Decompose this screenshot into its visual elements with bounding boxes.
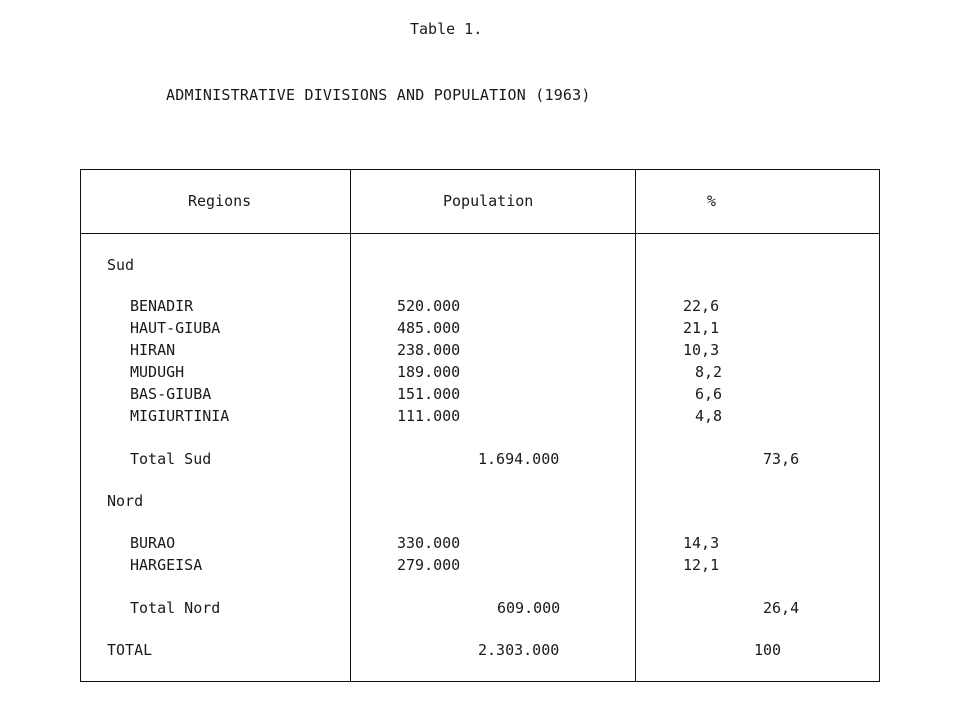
- table-row-population: 330.000: [397, 534, 461, 552]
- table-row-population: 520.000: [397, 297, 461, 315]
- table-row-percent: 4,8: [695, 407, 723, 425]
- table-row-region: HARGEISA: [130, 556, 203, 574]
- table-row-region: MIGIURTINIA: [130, 407, 230, 425]
- table-title: ADMINISTRATIVE DIVISIONS AND POPULATION (1963): [166, 86, 591, 104]
- table-row-region: BENADIR: [130, 297, 194, 315]
- total-nord-label: Total Nord: [130, 599, 221, 617]
- table-row-percent: 10,3: [683, 341, 720, 359]
- table-row-population: 485.000: [397, 319, 461, 337]
- table-row-region: HIRAN: [130, 341, 176, 359]
- grand-total-percent: 100: [754, 641, 782, 659]
- table-row-percent: 22,6: [683, 297, 720, 315]
- table-row-percent: 21,1: [683, 319, 720, 337]
- table-row-percent: 8,2: [695, 363, 723, 381]
- table-row-region: BAS-GIUBA: [130, 385, 212, 403]
- table-row-percent: 6,6: [695, 385, 723, 403]
- header-population: Population: [443, 192, 534, 210]
- column-divider: [635, 169, 636, 682]
- table-row-population: 238.000: [397, 341, 461, 359]
- total-sud-population: 1.694.000: [478, 450, 560, 468]
- table-row-percent: 12,1: [683, 556, 720, 574]
- column-divider: [350, 169, 351, 682]
- grand-total-population: 2.303.000: [478, 641, 560, 659]
- table-row-population: 151.000: [397, 385, 461, 403]
- table-row-population: 279.000: [397, 556, 461, 574]
- table-row-population: 189.000: [397, 363, 461, 381]
- table-row-region: BURAO: [130, 534, 176, 552]
- table-row-region: HAUT-GIUBA: [130, 319, 221, 337]
- table-row-population: 111.000: [397, 407, 461, 425]
- table-row-region: MUDUGH: [130, 363, 185, 381]
- total-sud-percent: 73,6: [763, 450, 800, 468]
- section-label-nord: Nord: [107, 492, 144, 510]
- total-sud-label: Total Sud: [130, 450, 212, 468]
- total-nord-population: 609.000: [497, 599, 561, 617]
- section-label-sud: Sud: [107, 256, 135, 274]
- total-nord-percent: 26,4: [763, 599, 800, 617]
- header-percent: %: [707, 192, 717, 210]
- grand-total-label: TOTAL: [107, 641, 153, 659]
- header-divider: [80, 233, 880, 234]
- header-regions: Regions: [188, 192, 252, 210]
- table-row-percent: 14,3: [683, 534, 720, 552]
- table-caption: Table 1.: [410, 20, 483, 38]
